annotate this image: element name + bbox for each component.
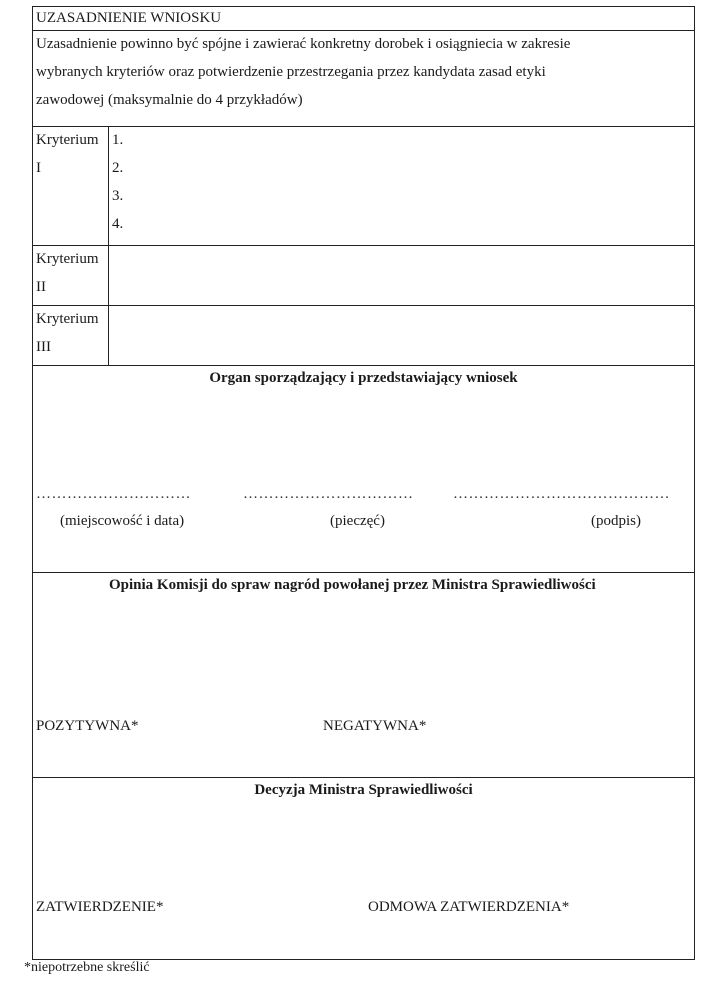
form-header: [33, 7, 694, 31]
criterion-1-item-2[interactable]: 2.: [112, 160, 124, 176]
stamp-dotted-line[interactable]: ……………………………: [243, 486, 414, 502]
footnote: *niepotrzebne skreślić: [24, 960, 150, 975]
criterion-3-row: [33, 306, 694, 366]
award-application-form: [32, 6, 695, 960]
criterion-2-label: [33, 246, 109, 305]
criterion-2-label-word: Kryterium: [36, 251, 99, 267]
instruction-line-1: Uzasadnienie powinno być spójne i zawierać konkretny dorobek i osiągniecia w zakresie: [36, 36, 571, 52]
criterion-3-label-numeral: III: [36, 339, 51, 355]
opinion-section-title: Opinia Komisji do spraw nagród powołanej przez Ministra Sprawiedliwości: [109, 577, 596, 593]
decision-refuse-option[interactable]: ODMOWA ZATWIERDZENIA*: [368, 899, 570, 915]
justification-instructions: [33, 31, 694, 127]
criterion-1-item-3[interactable]: 3.: [112, 188, 124, 204]
criterion-2-label-numeral: II: [36, 279, 46, 295]
criterion-3-label-word: Kryterium: [36, 311, 99, 327]
signature-dotted-line[interactable]: ……………………………………: [453, 486, 670, 502]
criterion-2-field[interactable]: [109, 246, 694, 305]
form-title: UZASADNIENIE WNIOSKU: [36, 10, 222, 26]
organ-section: [33, 366, 694, 573]
signature-label: (podpis): [591, 513, 641, 529]
criterion-1-item-1[interactable]: 1.: [112, 132, 124, 148]
criterion-1-label: [33, 127, 109, 245]
instruction-line-3: zawodowej (maksymalnie do 4 przykładów): [36, 92, 303, 108]
criterion-3-label: [33, 306, 109, 365]
minister-decision-section: [33, 778, 694, 959]
opinion-negative-option[interactable]: NEGATYWNA*: [323, 718, 427, 734]
criterion-1-label-word: Kryterium: [36, 132, 99, 148]
commission-opinion-section: [33, 573, 694, 778]
decision-approve-option[interactable]: ZATWIERDZENIE*: [36, 899, 164, 915]
criterion-1-label-numeral: I: [36, 160, 41, 176]
decision-section-title: Decyzja Ministra Sprawiedliwości: [254, 782, 473, 798]
organ-section-title: Organ sporządzający i przedstawiający wniosek: [209, 370, 518, 386]
place-date-label: (miejscowość i data): [60, 513, 185, 529]
criterion-1-row: [33, 127, 694, 246]
criterion-3-field[interactable]: [109, 306, 694, 365]
stamp-label: (pieczęć): [330, 513, 385, 529]
criterion-2-row: [33, 246, 694, 306]
criterion-1-items[interactable]: [109, 127, 694, 245]
criterion-1-item-4[interactable]: 4.: [112, 216, 124, 232]
place-date-dotted-line[interactable]: …………………………: [36, 486, 191, 502]
instruction-line-2: wybranych kryteriów oraz potwierdzenie przestrzegania przez kandydata zasad etyki: [36, 64, 546, 80]
opinion-positive-option[interactable]: POZYTYWNA*: [36, 718, 139, 734]
